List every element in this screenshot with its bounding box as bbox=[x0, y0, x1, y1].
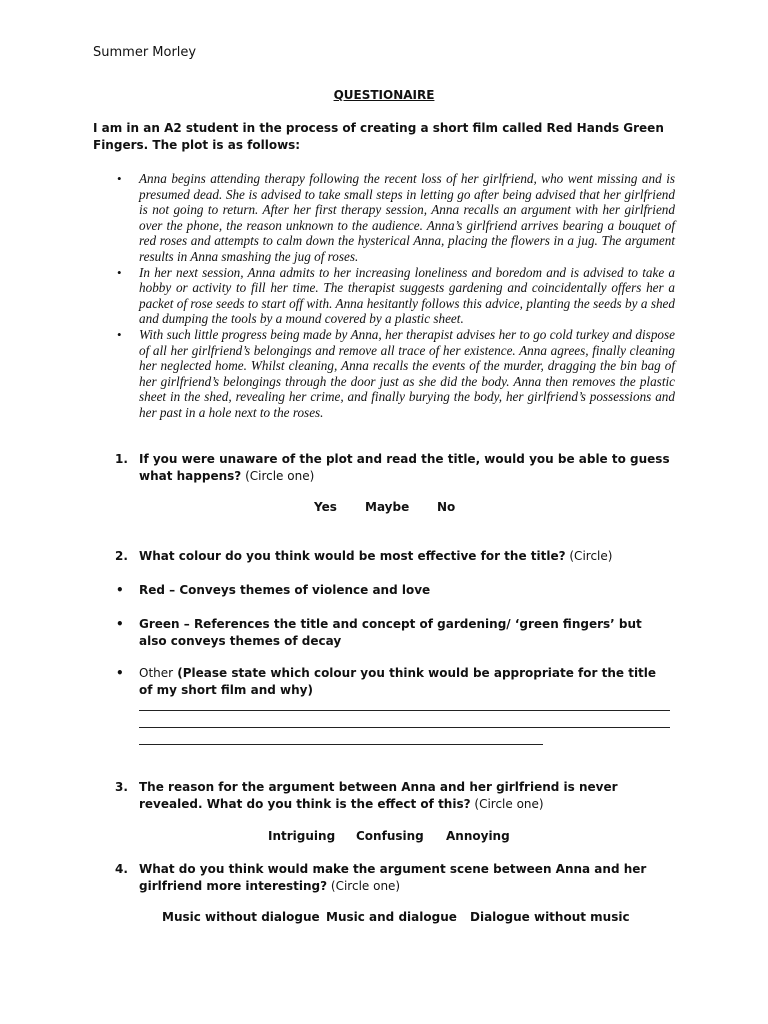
question-1 bbox=[93, 451, 673, 484]
option-maybe[interactable]: Maybe bbox=[365, 500, 410, 514]
question-2 bbox=[93, 548, 673, 565]
question-number: 1. bbox=[115, 452, 128, 466]
colour-choice-other[interactable] bbox=[93, 665, 673, 698]
choice-other-extra: (Please state which colour you think would be appropriate for the title of my short film and why) bbox=[139, 666, 657, 697]
colour-choice-green[interactable] bbox=[93, 616, 673, 649]
question-prompt: The reason for the argument between Anna and her girlfriend is never revealed. What do you think is the effect of this? bbox=[139, 780, 618, 811]
question-prompt: What do you think would make the argument scene between Anna and her girlfriend more interesting? bbox=[139, 862, 647, 893]
question-hint: (Circle one) bbox=[241, 468, 315, 483]
answer-line[interactable] bbox=[139, 744, 543, 745]
document-title: QUESTIONAIRE bbox=[333, 88, 435, 102]
question-text bbox=[139, 779, 673, 812]
question-prompt: If you were unaware of the plot and read the title, would you be able to guess what happens? bbox=[139, 452, 670, 483]
choice-label: Green – References the title and concept of gardening/ ‘green fingers’ but also conveys themes of decay bbox=[139, 617, 642, 648]
bullet-icon: • bbox=[116, 617, 124, 631]
question-prompt: What colour do you think would be most effective for the title? bbox=[139, 549, 566, 563]
option-music-without-dialogue[interactable]: Music without dialogue bbox=[162, 910, 320, 924]
option-no[interactable]: No bbox=[437, 500, 456, 514]
choice-label: Red – Conveys themes of violence and love bbox=[139, 583, 431, 597]
answer-line[interactable] bbox=[139, 710, 670, 711]
plot-item bbox=[93, 171, 675, 265]
plot-item bbox=[93, 327, 675, 421]
option-annoying[interactable]: Annoying bbox=[446, 829, 510, 843]
question-hint: (Circle one) bbox=[327, 878, 401, 893]
bullet-icon: • bbox=[116, 583, 124, 597]
plot-text: Anna begins attending therapy following the recent loss of her girlfriend, who went missing and is presumed dead. She is advised to take small steps in letting go after being advised that her girlfriend is not going to return. After her first therapy session, Anna recalls an argument with her girlfriend over the phone, the reason unknown to the audience. Anna’s girlfriend arrives bearing a bouquet of red roses and attempts to calm down the hysterical Anna, placing the flowers in a jug. The argument results in Anna smashing the jug of roses. bbox=[139, 171, 675, 264]
question-text bbox=[139, 451, 673, 484]
bullet-icon: • bbox=[117, 326, 122, 342]
question-4 bbox=[93, 861, 673, 894]
option-dialogue-without-music[interactable]: Dialogue without music bbox=[470, 910, 630, 924]
bullet-icon: • bbox=[117, 264, 122, 280]
choice-other-label: Other bbox=[139, 666, 174, 680]
question-number: 3. bbox=[115, 780, 128, 794]
choice-label bbox=[139, 665, 673, 698]
author-name: Summer Morley bbox=[93, 45, 197, 60]
plot-text: In her next session, Anna admits to her increasing loneliness and boredom and is advised to take a hobby or activity to fill her time. The therapist suggests gardening and coincidentally offers her a packet of rose seeds to start off with. Anna hesitantly follows this advice, planting the seeds by a shed and dumping the tools by a mound covered by a plastic sheet. bbox=[139, 264, 675, 327]
answer-line[interactable] bbox=[139, 727, 670, 728]
plot-list bbox=[93, 171, 675, 421]
colour-choice-red[interactable] bbox=[93, 582, 673, 599]
question-hint: (Circle one) bbox=[470, 796, 544, 811]
bullet-icon: • bbox=[116, 666, 124, 680]
option-music-and-dialogue[interactable]: Music and dialogue bbox=[326, 910, 457, 924]
question-3 bbox=[93, 779, 673, 812]
bullet-icon: • bbox=[117, 171, 122, 186]
question-number: 4. bbox=[115, 862, 128, 876]
intro-paragraph: I am in an A2 student in the process of creating a short film called Red Hands Green Fingers. The plot is as follows: bbox=[93, 121, 664, 152]
question-text bbox=[139, 548, 673, 565]
option-yes[interactable]: Yes bbox=[314, 500, 337, 514]
question-hint: (Circle) bbox=[565, 549, 613, 563]
question-number: 2. bbox=[115, 549, 128, 563]
plot-text: With such little progress being made by Anna, her therapist advises her to go cold turkey and dispose of all her girlfriend’s belongings and remove all trace of her existence. Anna agrees, finally cleaning her neglected home. Whilst cleaning, Anna recalls the events of the murder, dragging the bin bag of her girlfriend’s belongings through the door just as she did the body. Anna then removes the plastic sheet in the shed, revealing her crime, and finally burying the body, her girlfriend’s possessions and her past in a hole next to the roses. bbox=[139, 326, 675, 420]
option-confusing[interactable]: Confusing bbox=[356, 829, 424, 843]
plot-item bbox=[93, 265, 675, 327]
option-intriguing[interactable]: Intriguing bbox=[268, 829, 336, 843]
question-text bbox=[139, 861, 673, 894]
